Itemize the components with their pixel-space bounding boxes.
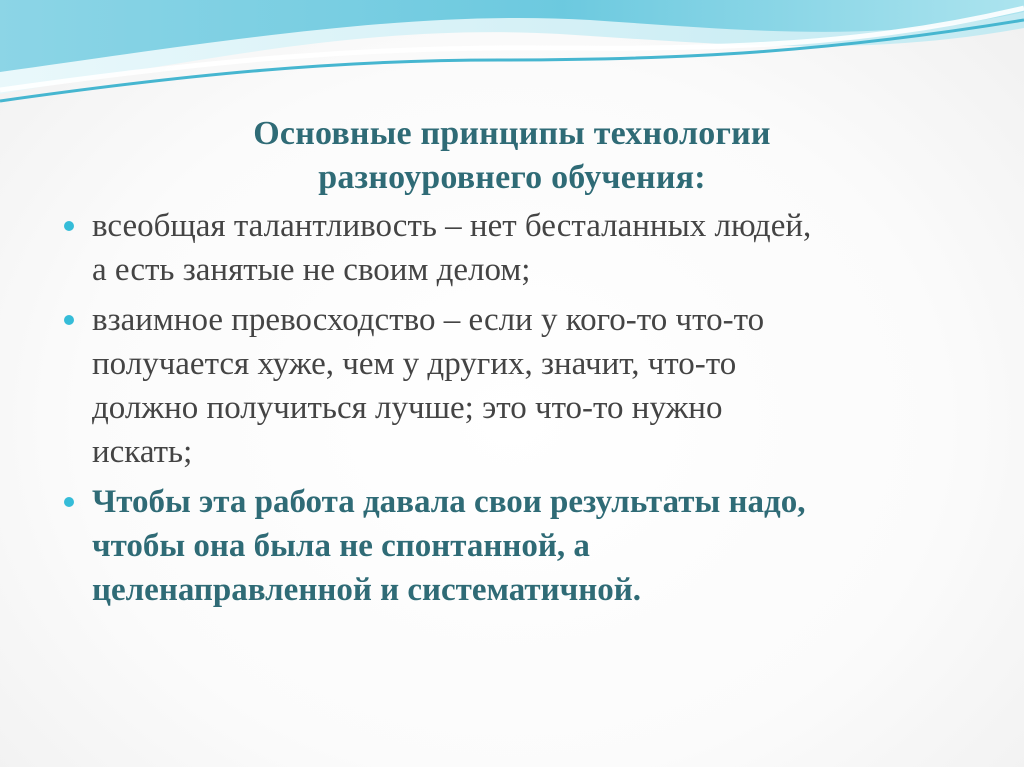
bullet-line: искать; <box>92 434 193 470</box>
bullet-line: взаимное превосходство – если у кого-то что-то <box>92 302 765 338</box>
slide-title-line: разноуровнего обучения: <box>318 159 706 196</box>
slide-title-line: Основные принципы технологии <box>253 115 771 152</box>
bullet-line: целенаправленной и систематичной. <box>92 572 642 608</box>
bullet-dot-icon <box>64 221 74 231</box>
bullet-item <box>62 204 982 292</box>
bullet-line: а есть занятые не своим делом; <box>92 252 531 288</box>
bullet-line: Чтобы эта работа давала свои результаты надо, <box>92 484 806 520</box>
bullet-line: всеобщая талантливость – нет бесталанных людей, <box>92 208 812 244</box>
slide-title <box>0 112 1024 200</box>
bullet-item-emphasis <box>62 480 982 612</box>
bullet-text <box>92 298 982 474</box>
bullet-line: чтобы она была не спонтанной, а <box>92 528 590 564</box>
bullet-list <box>62 204 982 618</box>
bullet-text <box>92 204 982 292</box>
bullet-text <box>92 480 982 612</box>
bullet-dot-icon <box>64 497 74 507</box>
decorative-wave-band <box>0 0 1024 120</box>
bullet-line: получается хуже, чем у других, значит, что-то <box>92 346 737 382</box>
bullet-dot-icon <box>64 315 74 325</box>
bullet-line: должно получиться лучше; это что-то нужно <box>92 390 723 426</box>
bullet-item <box>62 298 982 474</box>
